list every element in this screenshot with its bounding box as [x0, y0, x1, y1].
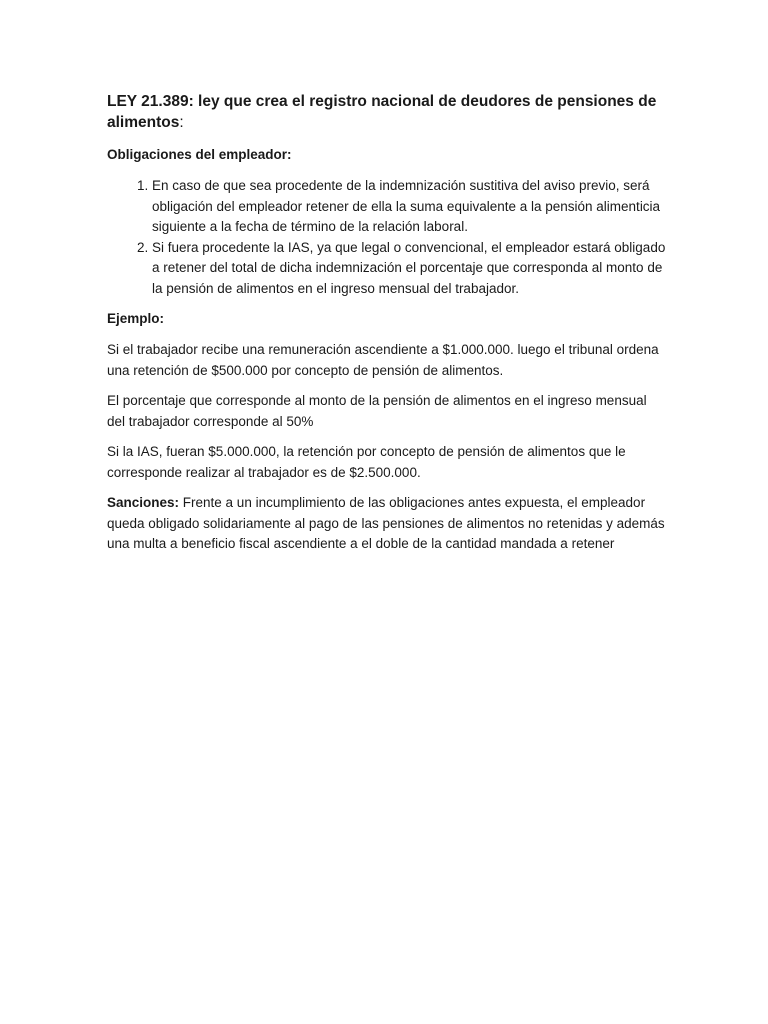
list-item: 1. En caso de que sea procedente de la indemnización sustitiva del aviso previo, será obligación del empleador retener de ella la suma equivalente a la pensión alimenticia siguiente a la fecha de término de la relación laboral. — [152, 176, 668, 238]
sanctions-text: Frente a un incumplimiento de las obligaciones antes expuesta, el empleador queda obligado solidariamente al pago de las pensiones de alimentos no retenidas y además una multa a beneficio fiscal ascendiente a el doble de la cantidad mandada a retener — [107, 495, 665, 551]
document-title — [107, 91, 668, 133]
example-heading: Ejemplo: — [107, 311, 165, 326]
sanctions-label: Sanciones: — [107, 495, 180, 510]
obligations-list — [107, 176, 668, 299]
sanctions-paragraph — [107, 493, 668, 555]
title-text: LEY 21.389: ley que crea el registro nacional de deudores de pensiones de alimentos — [107, 93, 657, 131]
title-colon: : — [179, 114, 184, 131]
example-paragraph: Si la IAS, fueran $5.000.000, la retención por concepto de pensión de alimentos que le corresponde realizar al trabajador es de $2.500.000. — [107, 444, 626, 480]
example-paragraph: El porcentaje que corresponde al monto de la pensión de alimentos en el ingreso mensual del trabajador corresponde al 50% — [107, 393, 647, 429]
list-item: 2. Si fuera procedente la IAS, ya que legal o convencional, el empleador estará obligado a retener del total de dicha indemnización el porcentaje que corresponda al monto de la pensión de alimentos en el ingreso mensual del trabajador. — [152, 238, 668, 300]
obligations-heading: Obligaciones del empleador: — [107, 147, 292, 162]
example-paragraph: Si el trabajador recibe una remuneración ascendiente a $1.000.000. luego el tribunal ordena una retención de $500.000 por concepto de pensión de alimentos. — [107, 342, 659, 378]
